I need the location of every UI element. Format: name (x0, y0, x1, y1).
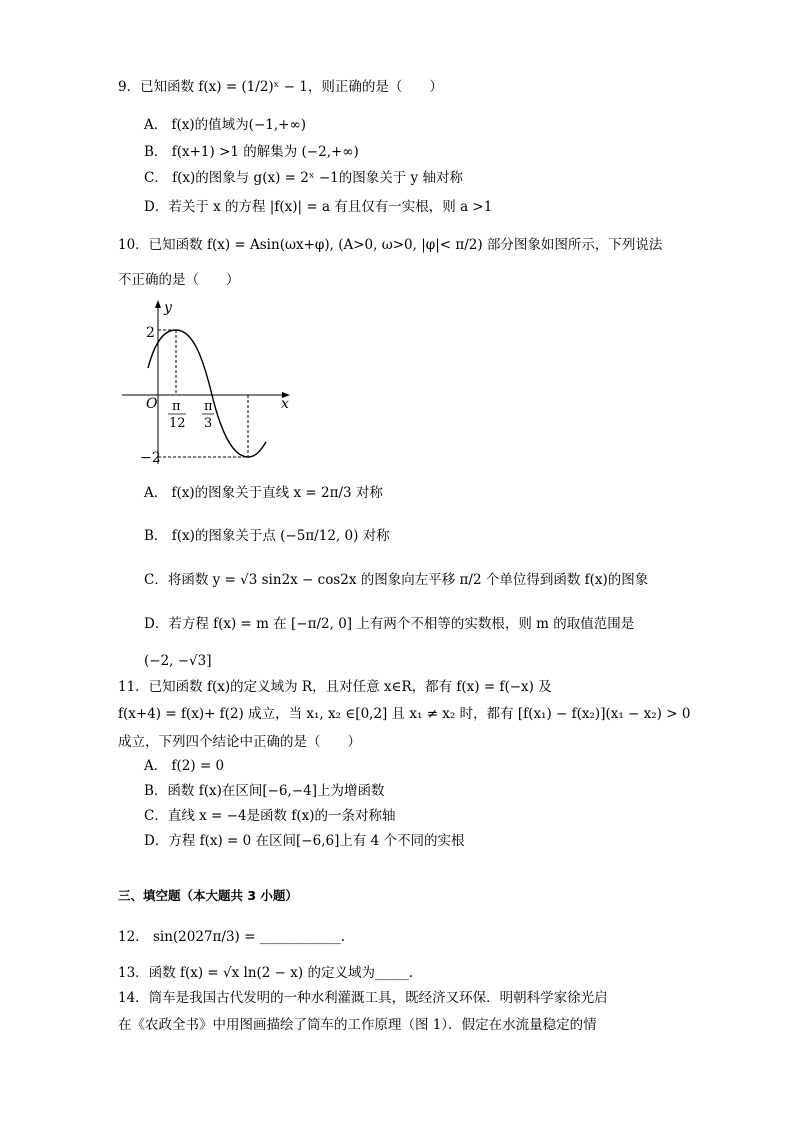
q11-stem-line3: 成立，下列四个结论中正确的是（ ） (118, 734, 361, 750)
tick1-numerator: π (172, 399, 181, 414)
q11-stem-line2: f(x+4) = f(x)+ f(2) 成立，当 x₁, x₂ ∈[0,2] 且 x₁ ≠ x₂ 时，都有 [f(x₁) − f(x₂)](x₁ − x₂) > 0 (118, 706, 691, 722)
q9-stem: 9．已知函数 f(x) = (1/2)ˣ − 1，则正确的是（ ） (118, 79, 443, 95)
q11-stem-line1: 11．已知函数 f(x)的定义域为 R，且对任意 x∈R，都有 f(x) = f(−x) 及 (118, 679, 552, 695)
q14-line1: 14．筒车是我国古代发明的一种水利灌溉工具，既经济又环保．明朝科学家徐光启 (118, 990, 608, 1006)
q13-text: 13．函数 f(x) = √x ln(2 − x) 的定义域为_____. (118, 965, 413, 981)
q9-option-c: C． f(x)的图象与 g(x) = 2ˣ −1的图象关于 y 轴对称 (144, 170, 463, 186)
q10-option-d-continued: (−2, −√3] (144, 653, 212, 669)
q9-option-b: B． f(x+1) >1 的解集为 (−2,+∞) (144, 144, 359, 160)
x-axis-label: x (281, 396, 289, 412)
q11-option-a: A． f(2) = 0 (144, 758, 225, 774)
q10-option-d: D．若方程 f(x) = m 在 [−π/2, 0] 上有两个不相等的实数根，则 m 的取值范围是 (144, 616, 635, 632)
q10-option-c: C．将函数 y = √3 sin2x − cos2x 的图象向左平移 π/2 个单位得到函数 f(x)的图象 (144, 572, 649, 588)
q10-option-b: B． f(x)的图象关于点 (−5π/12, 0) 对称 (144, 528, 390, 544)
q11-option-b: B．函数 f(x)在区间[−6,−4]上为增函数 (144, 783, 385, 799)
q11-option-d: D．方程 f(x) = 0 在区间[−6,6]上有 4 个不同的实根 (144, 833, 465, 849)
y-axis-label: y (164, 300, 172, 316)
q10-stem-line2: 不正确的是（ ） (118, 272, 240, 288)
q9-option-a: A． f(x)的值域为(−1,+∞) (144, 117, 306, 133)
origin-label: O (146, 396, 158, 412)
q10-function-graph (118, 298, 298, 468)
y-max-label: 2 (146, 325, 155, 341)
tick2-numerator: π (204, 399, 213, 414)
tick1-denominator: 12 (169, 416, 186, 431)
q9-option-d: D．若关于 x 的方程 |f(x)| = a 有且仅有一实根，则 a >1 (144, 199, 493, 215)
tick2-denominator: 3 (204, 416, 213, 431)
q11-option-c: C．直线 x = −4是函数 f(x)的一条对称轴 (144, 808, 396, 824)
q10-option-a: A． f(x)的图象关于直线 x = 2π/3 对称 (144, 485, 383, 501)
q10-stem-line1: 10．已知函数 f(x) = Asin(ωx+φ), (A>0, ω>0, |φ|< π/2) 部分图象如图所示，下列说法 (118, 237, 663, 253)
section-heading-fill-in: 三、填空题（本大题共 3 小题） (118, 888, 298, 903)
q14-line2: 在《农政全书》中用图画描绘了筒车的工作原理（图 1）．假定在水流量稳定的情 (118, 1017, 597, 1033)
y-min-label: −2 (140, 450, 161, 466)
q12-text: 12． sin(2027π/3) = ____________. (118, 929, 345, 945)
